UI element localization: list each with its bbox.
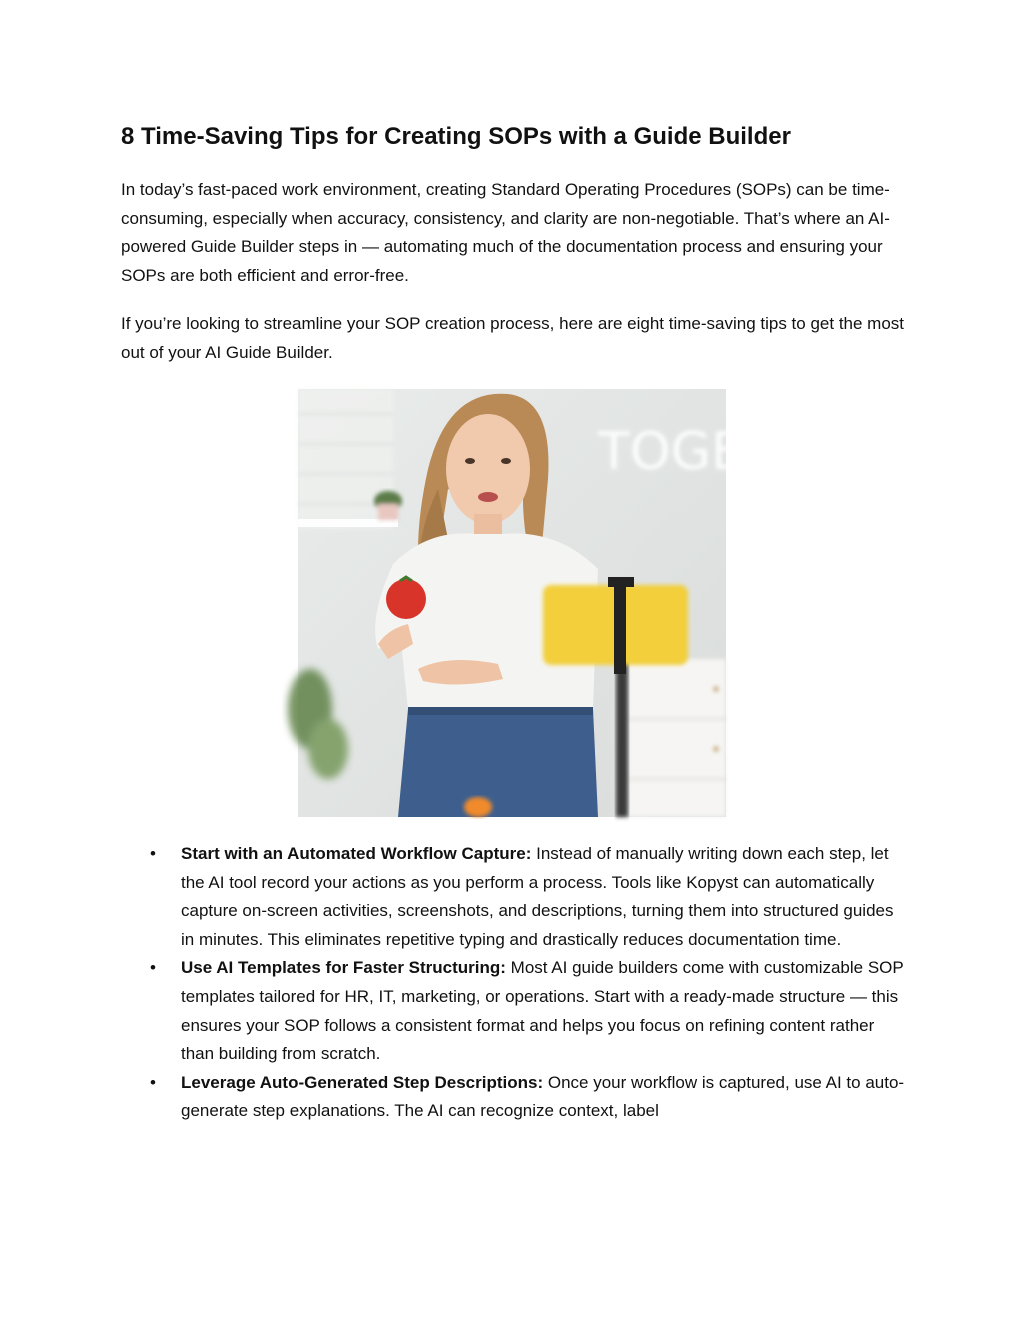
tip-body: Once your workflow is captured, use AI to auto-generate step explanations. The AI can recognize context, label xyxy=(181,1072,905,1121)
bullet-icon: • xyxy=(150,844,156,863)
phone-on-tripod xyxy=(543,577,688,674)
dresser xyxy=(628,659,726,817)
tips-list xyxy=(121,840,911,1126)
tip-title: Use AI Templates for Faster Structuring: xyxy=(181,958,506,978)
tip-item-3 xyxy=(121,1069,911,1126)
intro-paragraph-2: If you’re looking to streamline your SOP creation process, here are eight time-saving tips to get the most out of your AI Guide Builder. xyxy=(121,314,905,362)
bullet-icon: • xyxy=(150,1072,156,1092)
tip-title: Leverage Auto-Generated Step Descriptions: xyxy=(181,1072,544,1092)
bullet-icon: • xyxy=(150,958,156,978)
neon-sign: TOGE xyxy=(598,422,744,482)
potted-plant xyxy=(374,491,402,520)
intro-paragraph-1: In today’s fast-paced work environment, creating Standard Operating Procedures (SOPs) can be time-consuming, especially when accuracy, consistency, and clarity are non-negotiable. That’s where an AI-powered Guide Builder steps in — automating much of the documentation process and ensuring your SOPs are both efficient and error-free. xyxy=(121,180,890,285)
tip-item-2 xyxy=(121,954,911,1068)
tip-item-1 xyxy=(121,840,911,954)
tripod-pole xyxy=(616,659,628,817)
tip-body: Most AI guide builders come with customizable SOP templates tailored for HR, IT, marketing, or operations. Start with a ready-made structure — this ensures your SOP follows a consistent format and helps you focus on refining content rather than building from scratch. xyxy=(181,958,904,1064)
tip-title: Start with an Automated Workflow Capture: xyxy=(181,844,532,863)
tip-body: Instead of manually writing down each step, let the AI tool record your actions as you perform a process. Tools like Kopyst can automatically capture on-screen activities, screenshots, and descriptions, turning them into structured guides in minutes. This eliminates repetitive typing and drastically reduces documentation time. xyxy=(181,844,894,949)
article-title: 8 Time-Saving Tips for Creating SOPs with a Guide Builder xyxy=(121,123,791,150)
shelf xyxy=(298,519,398,527)
article-photo xyxy=(298,389,744,817)
